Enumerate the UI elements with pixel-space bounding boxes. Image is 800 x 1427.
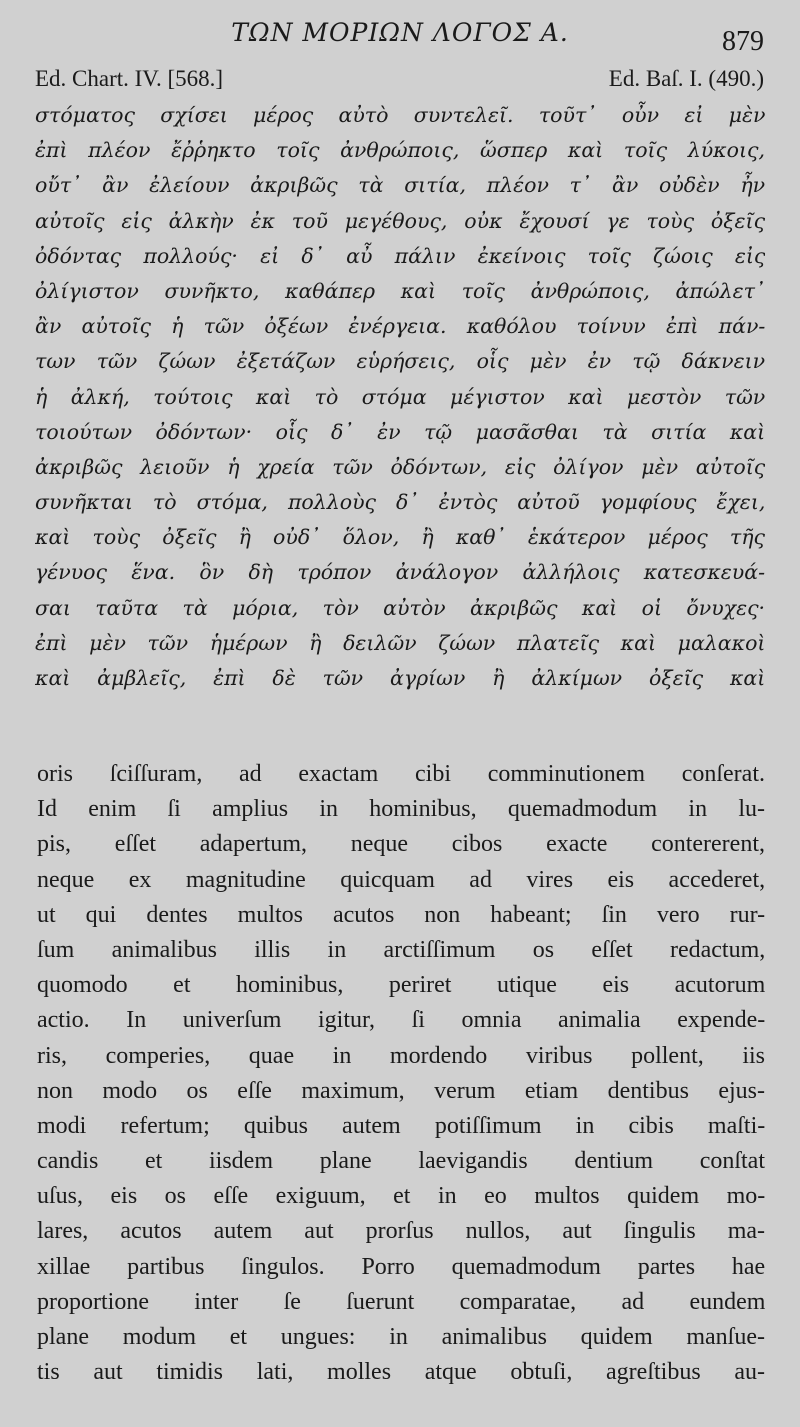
greek-line: οὔτ᾿ ἂν ἐλείουν ἀκριβῶς τὰ σιτία, πλέον τ᾿ ἂν οὐδὲν ἦν <box>35 173 765 198</box>
latin-line: ris, comperies, quae in mordendo viribus pollent, iis <box>37 1042 765 1069</box>
latin-line: oris ſciſſuram, ad exactam cibi comminutionem conſerat. <box>37 761 765 787</box>
greek-line: στόματος σχίσει μέρος αὐτὸ συντελεῖ. τοῦτ᾿ οὖν εἰ μὲν <box>35 103 765 127</box>
latin-line: xillae partibus ſingulos. Porro quemadmodum partes hae <box>37 1253 765 1280</box>
latin-line: proportione inter ſe ſuerunt comparatae, ad eundem <box>37 1288 765 1315</box>
greek-line: των τῶν ζώων ἐξετάζων εὑρήσεις, οἷς μὲν ἐν τῷ δάκνειν <box>35 349 765 374</box>
greek-line: τοιούτων ὀδόντων· οἷς δ᾿ ἐν τῷ μασᾶσθαι τὰ σιτία καὶ <box>35 419 765 444</box>
latin-line: actio. In univerſum igitur, ſi omnia animalia expende- <box>37 1007 765 1034</box>
greek-line: ἐπὶ μὲν τῶν ἡμέρων ἢ δειλῶν ζώων πλατεῖς καὶ μαλακοὶ <box>35 630 765 655</box>
greek-line: ὀλίγιστον συνῆκτο, καθάπερ καὶ τοῖς ἀνθρώποις, ἀπώλετ᾿ <box>35 278 765 303</box>
greek-line: καὶ ἀμβλεῖς, ἐπὶ δὲ τῶν ἀγρίων ἢ ἀλκίμων ὀξεῖς καὶ <box>35 666 765 690</box>
greek-line: ἐπὶ πλέον ἔῤῥηκτο τοῖς ἀνθρώποις, ὥσπερ καὶ τοῖς λύκοις, <box>35 138 765 163</box>
greek-line: γένυος ἕνα. ὃν δὴ τρόπον ἀνάλογον ἀλλήλοις κατεσκευά- <box>35 560 765 585</box>
greek-line: αὐτοῖς εἰς ἀλκὴν ἐκ τοῦ μεγέθους, οὐκ ἔχουσί γε τοὺς ὀξεῖς <box>35 208 765 233</box>
latin-line: ut qui dentes multos acutos non habeant; ſin vero rur- <box>37 901 765 928</box>
greek-line: ὀδόντας πολλούς· εἰ δ᾿ αὖ πάλιν ἐκείνοις τοῖς ζώοις εἰς <box>35 243 765 268</box>
latin-line: candis et iisdem plane laevigandis dentium conſtat <box>37 1148 765 1175</box>
latin-line: Id enim ſi amplius in hominibus, quemadmodum in lu- <box>37 796 765 823</box>
greek-line: ἂν αὐτοῖς ἡ τῶν ὀξέων ἐνέργεια. καθόλου τοίνυν ἐπὶ πάν- <box>35 314 765 339</box>
latin-line: pis, eſſet adapertum, neque cibos exacte contererent, <box>37 831 765 858</box>
greek-line: σαι ταῦτα τὰ μόρια, τὸν αὐτὸν ἀκριβῶς καὶ οἱ ὄνυχες· <box>35 595 765 620</box>
greek-line: συνῆκται τὸ στόμα, πολλοὺς δ᾿ ἐντὸς αὐτοῦ γομφίους ἔχει, <box>35 490 765 515</box>
latin-line: ſum animalibus illis in arctiſſimum os eſſet redactum, <box>37 936 765 963</box>
latin-text-block <box>37 757 765 1390</box>
latin-line: uſus, eis os eſſe exiguum, et in eo multos quidem mo- <box>37 1183 765 1210</box>
edition-reference-left: Ed. Chart. IV. [568.] <box>35 66 224 91</box>
page-number: 879 <box>722 26 764 57</box>
latin-line: plane modum et ungues: in animalibus quidem manſue- <box>37 1324 765 1350</box>
latin-line: modi refertum; quibus autem potiſſimum in cibis maſti- <box>37 1112 765 1139</box>
running-head: ΤΩΝ ΜΟΡΙΩΝ ΛΟΓΟΣ Α. <box>231 18 569 47</box>
greek-line: καὶ τοὺς ὀξεῖς ἢ οὐδ᾿ ὅλον, ἢ καθ᾿ ἑκάτερον μέρος τῆς <box>35 525 765 550</box>
latin-line: lares, acutos autem aut prorſus nullos, aut ſingulis ma- <box>37 1218 765 1245</box>
greek-text-block <box>35 98 765 696</box>
greek-line: ἡ ἀλκή, τούτοις καὶ τὸ στόμα μέγιστον καὶ μεστὸν τῶν <box>35 384 765 409</box>
latin-line: non modo os eſſe maximum, verum etiam dentibus ejus- <box>37 1077 765 1104</box>
latin-line: quomodo et hominibus, periret utique eis acutorum <box>37 972 765 999</box>
edition-reference-right: Ed. Baſ. I. (490.) <box>608 66 764 91</box>
latin-line: neque ex magnitudine quicquam ad vires eis accederet, <box>37 866 765 893</box>
latin-line: tis aut timidis lati, molles atque obtuſi, agreſtibus au- <box>37 1359 765 1386</box>
greek-line: ἀκριβῶς λειοῦν ἡ χρεία τῶν ὀδόντων, εἰς ὀλίγον μὲν αὐτοῖς <box>35 454 765 479</box>
